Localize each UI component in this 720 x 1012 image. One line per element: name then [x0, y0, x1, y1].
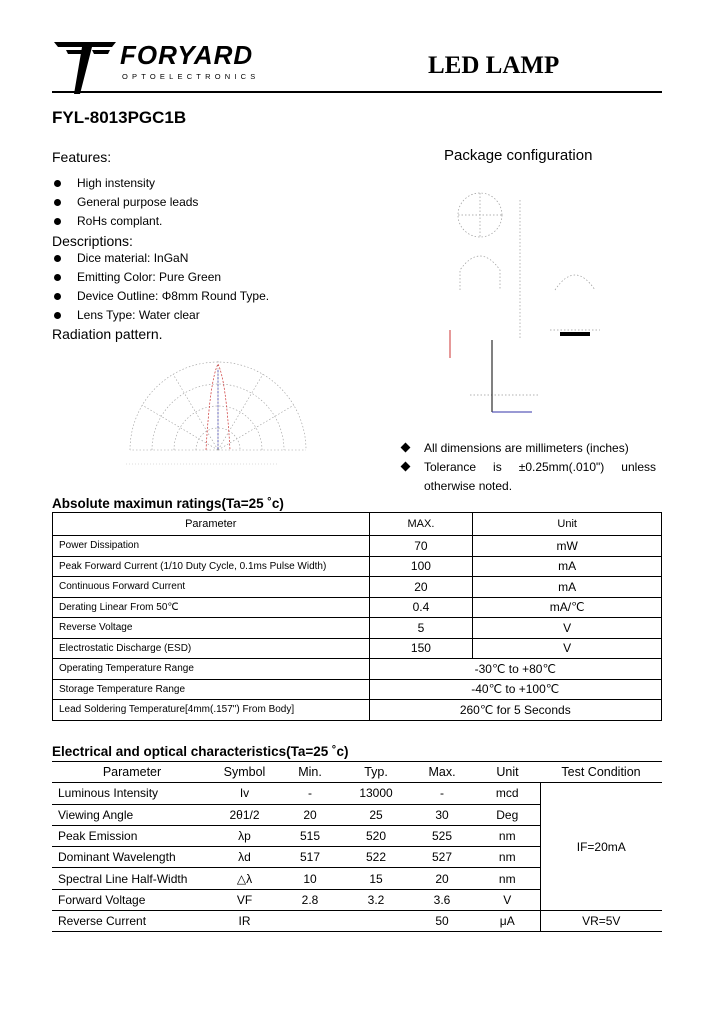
- header-rule: [52, 91, 662, 93]
- column-header: Typ.: [343, 762, 409, 783]
- table-cell: 527: [409, 847, 475, 868]
- table-cell: Deg: [475, 804, 540, 825]
- list-item: Emitting Color: Pure Green: [52, 268, 269, 287]
- table-cell: VF: [212, 889, 277, 910]
- table-cell: 260℃ for 5 Seconds: [369, 700, 661, 721]
- table-cell: Luminous Intensity: [52, 783, 212, 804]
- table-cell: -: [277, 783, 343, 804]
- table-cell: Peak Emission: [52, 825, 212, 846]
- table-cell: Reverse Voltage: [53, 618, 370, 639]
- table-cell: Storage Temperature Range: [53, 679, 370, 700]
- brand-name: FORYARD: [120, 40, 254, 70]
- table-cell: 15: [343, 868, 409, 889]
- table-cell: △λ: [212, 868, 277, 889]
- package-heading: Package configuration: [444, 147, 593, 164]
- column-header: Max.: [409, 762, 475, 783]
- column-header: Unit: [473, 513, 662, 536]
- table-cell: 2θ1/2: [212, 804, 277, 825]
- column-header: Parameter: [52, 762, 212, 783]
- list-item: All dimensions are millimeters (inches): [400, 439, 656, 458]
- electro-optical-table: [52, 761, 662, 932]
- table-row: [53, 700, 662, 721]
- table-cell: -: [409, 783, 475, 804]
- table-cell: Peak Forward Current (1/10 Duty Cycle, 0.1ms Pulse Width): [53, 556, 370, 577]
- table-cell: 10: [277, 868, 343, 889]
- descriptions-heading: Descriptions:: [52, 233, 133, 249]
- table-cell: nm: [475, 847, 540, 868]
- table-cell: 2.8: [277, 889, 343, 910]
- abs-ratings-heading: Absolute maximun ratings(Ta=25 ˚c): [52, 496, 284, 511]
- table-cell: mA: [473, 577, 662, 598]
- document-title: LED LAMP: [428, 52, 560, 79]
- test-condition-cell: VR=5V: [540, 911, 662, 932]
- descriptions-list: [52, 249, 269, 325]
- table-cell: 20: [369, 577, 473, 598]
- table-cell: Viewing Angle: [52, 804, 212, 825]
- table-row: [53, 597, 662, 618]
- table-cell: 520: [343, 825, 409, 846]
- test-condition-cell: IF=20mA: [540, 783, 662, 911]
- table-cell: Lead Soldering Temperature[4mm(.157") From Body]: [53, 700, 370, 721]
- table-cell: V: [473, 638, 662, 659]
- table-cell: [277, 911, 343, 932]
- table-cell: 20: [277, 804, 343, 825]
- table-header-row: [52, 762, 662, 783]
- table-cell: 0.4: [369, 597, 473, 618]
- column-header: Symbol: [212, 762, 277, 783]
- table-cell: Forward Voltage: [52, 889, 212, 910]
- part-number: FYL-8013PGC1B: [52, 108, 187, 127]
- table-row: [53, 577, 662, 598]
- brand-subtitle: OPTOELECTRONICS: [122, 72, 260, 81]
- list-item: Tolerance is ±0.25mm(.010") unless otherwise noted.: [400, 458, 656, 496]
- column-header: Parameter: [53, 513, 370, 536]
- table-cell: -40℃ to +100℃: [369, 679, 661, 700]
- table-cell: 517: [277, 847, 343, 868]
- table-cell: mA: [473, 556, 662, 577]
- table-cell: λd: [212, 847, 277, 868]
- table-cell: Dominant Wavelength: [52, 847, 212, 868]
- table-cell: Operating Temperature Range: [53, 659, 370, 680]
- table-cell: 3.6: [409, 889, 475, 910]
- table-cell: nm: [475, 868, 540, 889]
- table-cell: mW: [473, 536, 662, 557]
- table-cell: -30℃ to +80℃: [369, 659, 661, 680]
- table-row: [52, 911, 662, 932]
- features-list: [52, 174, 198, 231]
- table-cell: nm: [475, 825, 540, 846]
- table-cell: 20: [409, 868, 475, 889]
- table-cell: Derating Linear From 50℃: [53, 597, 370, 618]
- table-cell: 150: [369, 638, 473, 659]
- package-notes: [400, 439, 656, 496]
- radiation-pattern-diagram: [118, 350, 318, 470]
- table-row: [53, 556, 662, 577]
- table-header-row: [53, 513, 662, 536]
- table-cell: V: [475, 889, 540, 910]
- features-heading: Features:: [52, 149, 112, 165]
- table-cell: 100: [369, 556, 473, 577]
- radiation-heading: Radiation pattern.: [52, 326, 163, 342]
- table-cell: Reverse Current: [52, 911, 212, 932]
- list-item: Device Outline: Φ8mm Round Type.: [52, 287, 269, 306]
- list-item: RoHs complant.: [52, 212, 198, 231]
- table-cell: Electrostatic Discharge (ESD): [53, 638, 370, 659]
- table-row: [53, 638, 662, 659]
- table-cell: mcd: [475, 783, 540, 804]
- column-header: Min.: [277, 762, 343, 783]
- table-cell: 525: [409, 825, 475, 846]
- column-header: Unit: [475, 762, 540, 783]
- table-cell: 25: [343, 804, 409, 825]
- foryard-logo-icon: [52, 40, 118, 96]
- table-cell: V: [473, 618, 662, 639]
- table-cell: mA/℃: [473, 597, 662, 618]
- table-row: [53, 618, 662, 639]
- column-header: Test Condition: [540, 762, 662, 783]
- package-dimension-diagram: [430, 180, 610, 420]
- table-cell: μA: [475, 911, 540, 932]
- table-cell: Continuous Forward Current: [53, 577, 370, 598]
- list-item: General purpose leads: [52, 193, 198, 212]
- abs-ratings-table: [52, 512, 662, 721]
- table-cell: Power Dissipation: [53, 536, 370, 557]
- table-cell: 13000: [343, 783, 409, 804]
- table-cell: 30: [409, 804, 475, 825]
- column-header: MAX.: [369, 513, 473, 536]
- table-cell: 5: [369, 618, 473, 639]
- table-row: [53, 659, 662, 680]
- table-cell: [343, 911, 409, 932]
- electro-optical-heading: Electrical and optical characteristics(Ta=25 ˚c): [52, 744, 349, 759]
- table-row: [52, 783, 662, 804]
- table-cell: 50: [409, 911, 475, 932]
- table-cell: IR: [212, 911, 277, 932]
- table-cell: 3.2: [343, 889, 409, 910]
- list-item: Lens Type: Water clear: [52, 306, 269, 325]
- table-cell: 515: [277, 825, 343, 846]
- table-row: [53, 679, 662, 700]
- list-item: High instensity: [52, 174, 198, 193]
- table-row: [53, 536, 662, 557]
- list-item: Dice material: InGaN: [52, 249, 269, 268]
- table-cell: Iv: [212, 783, 277, 804]
- table-cell: 522: [343, 847, 409, 868]
- table-cell: 70: [369, 536, 473, 557]
- table-cell: Spectral Line Half-Width: [52, 868, 212, 889]
- table-cell: λp: [212, 825, 277, 846]
